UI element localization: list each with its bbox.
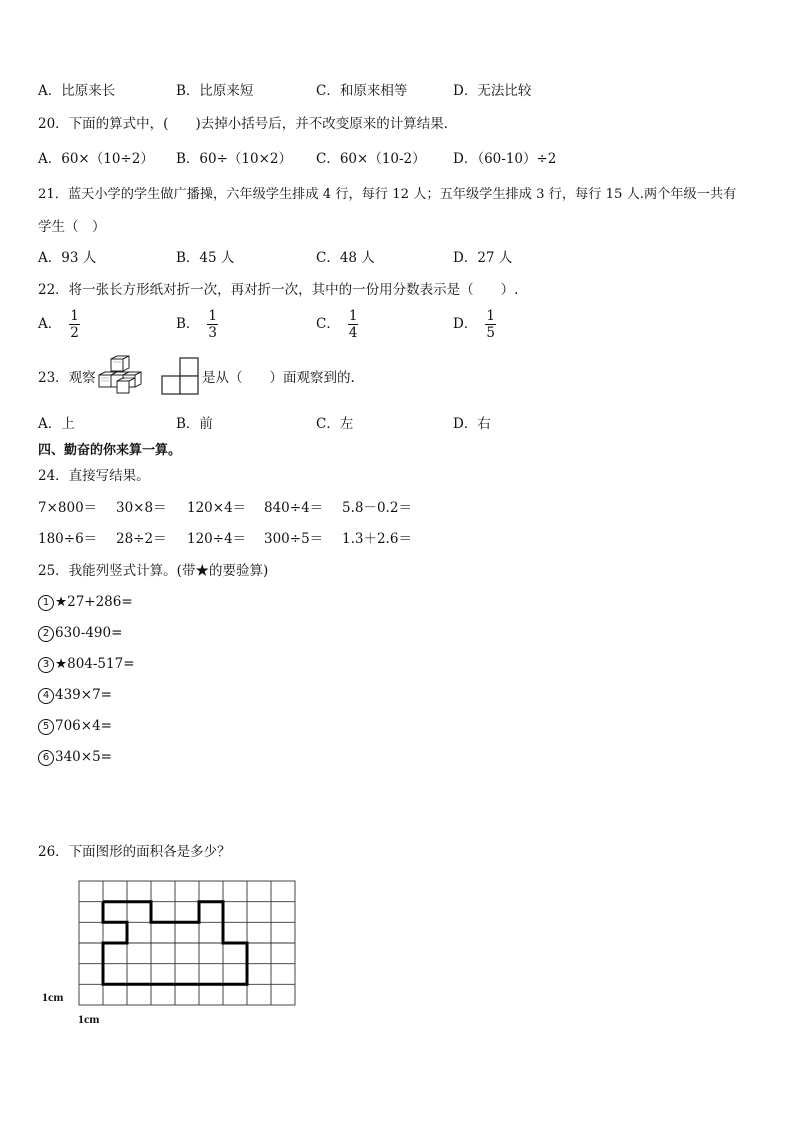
section-4-title: 四、勤奋的你来算一算。 — [38, 443, 182, 458]
expression: ★27+286= — [55, 594, 133, 610]
circled-number: 1 — [38, 595, 54, 611]
q19-option-a: A．比原来长 — [38, 83, 116, 99]
cube-stack-figure — [95, 355, 151, 395]
q24-r2-c3: 120÷4＝ — [187, 531, 247, 547]
q20-option-b: B．60÷（10×2） — [176, 151, 292, 167]
q23-option-a: A．上 — [38, 416, 75, 432]
q24-question: 24．直接写结果。 — [38, 468, 150, 484]
unit-label-horizontal: 1cm — [78, 1012, 100, 1026]
q22-option-a — [38, 308, 80, 341]
q23-suffix: 是从（ ）面观察到的. — [202, 370, 355, 386]
circled-number: 3 — [38, 657, 54, 673]
q25-item-5 — [38, 717, 112, 735]
q24-r1-c5: 5.8－0.2＝ — [342, 500, 412, 516]
q26-question: 26．下面图形的面积各是多少？ — [38, 844, 231, 860]
expression: 630-490= — [55, 625, 123, 641]
circled-number: 6 — [38, 750, 54, 766]
q22-option-d — [453, 308, 496, 341]
expression: 706×4= — [55, 718, 112, 734]
fraction — [69, 308, 80, 341]
q20-option-d: D．（60-10）÷2 — [453, 151, 557, 167]
option-label: D． — [453, 316, 478, 332]
q24-r1-c4: 840÷4＝ — [264, 500, 324, 516]
expression: 340×5= — [55, 749, 112, 765]
numerator: 1 — [208, 308, 218, 324]
q20-question: 20．下面的算式中，( )去掉小括号后，并不改变原来的计算结果． — [38, 116, 458, 132]
q25-item-1 — [38, 593, 133, 611]
denominator: 3 — [208, 325, 218, 341]
fraction — [348, 308, 359, 341]
q25-item-3 — [38, 655, 135, 673]
option-label: A． — [38, 316, 62, 332]
q19-option-b: B．比原来短 — [176, 83, 254, 99]
q19-option-d: D．无法比较 — [453, 83, 532, 99]
denominator: 5 — [486, 325, 495, 341]
fraction — [485, 308, 496, 341]
q24-r2-c1: 180÷6＝ — [38, 531, 98, 547]
circled-number: 4 — [38, 688, 54, 704]
q21-option-a: A．93 人 — [38, 250, 97, 266]
grid-shape-figure — [78, 880, 300, 1008]
q23-option-d: D．右 — [453, 416, 491, 432]
q19-option-c: C．和原来相等 — [316, 83, 408, 99]
q24-r2-c2: 28÷2＝ — [116, 531, 167, 547]
q23-prefix: 23．观察 — [38, 370, 96, 386]
q23-option-c: C．左 — [316, 416, 354, 432]
q25-item-4 — [38, 686, 112, 704]
q24-r1-c3: 120×4＝ — [187, 500, 247, 516]
q25-item-6 — [38, 748, 112, 766]
expression: ★804-517= — [55, 656, 135, 672]
fraction — [207, 308, 218, 341]
denominator: 2 — [70, 325, 79, 341]
q20-option-c: C．60×（10-2） — [316, 151, 426, 167]
circled-number: 2 — [38, 626, 54, 642]
numerator: 1 — [486, 308, 495, 324]
q24-r1-c2: 30×8＝ — [116, 500, 167, 516]
q24-r1-c1: 7×800＝ — [38, 500, 98, 516]
q22-option-c — [316, 308, 358, 341]
q25-item-2 — [38, 624, 122, 642]
q21-question-line2: 学生（ ） — [38, 219, 106, 235]
option-label: B． — [176, 316, 200, 332]
numerator: 1 — [70, 308, 79, 324]
q22-option-b — [176, 308, 218, 341]
q23-option-b: B．前 — [176, 416, 213, 432]
q24-r2-c5: 1.3＋2.6＝ — [342, 531, 412, 547]
numerator: 1 — [348, 308, 358, 324]
denominator: 4 — [348, 325, 358, 341]
q21-option-d: D．27 人 — [453, 250, 513, 266]
option-label: C． — [316, 316, 340, 332]
q22-question: 22．将一张长方形纸对折一次，再对折一次，其中的一份用分数表示是（ ）. — [38, 282, 519, 298]
q21-option-b: B．45 人 — [176, 250, 235, 266]
unit-label-vertical: 1cm — [42, 990, 64, 1004]
q24-r2-c4: 300÷5＝ — [264, 531, 324, 547]
q21-option-c: C．48 人 — [316, 250, 375, 266]
q25-question: 25．我能列竖式计算。(带★的要验算) — [38, 563, 269, 579]
circled-number: 5 — [38, 719, 54, 735]
view-shape-figure — [160, 357, 200, 395]
expression: 439×7= — [55, 687, 112, 703]
q21-question-line1: 21．蓝天小学的学生做广播操，六年级学生排成 4 行，每行 12 人；五年级学生排成 3 行，每行 15 人.两个年级一共有 — [38, 187, 737, 202]
q20-option-a: A．60×（10÷2） — [38, 151, 154, 167]
